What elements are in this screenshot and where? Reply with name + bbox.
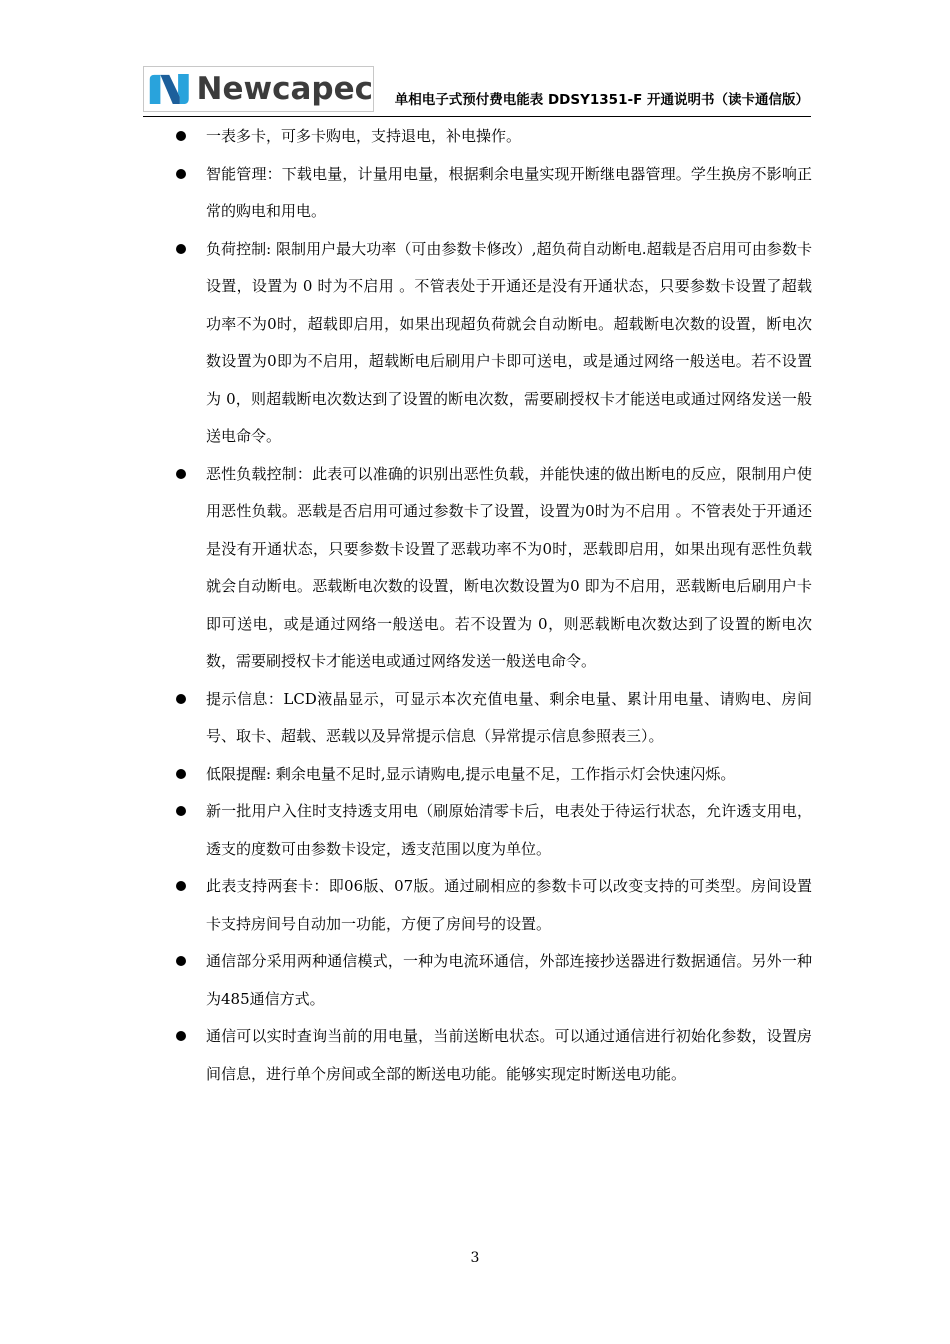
list-item-text: 提示信息：LCD液晶显示，可显示本次充值电量、剩余电量、累计用电量、请购电、房间号、取卡、超载、恶载以及异常提示信息（异常提示信息参照表三）。 xyxy=(206,689,812,745)
bullet-icon xyxy=(176,956,186,966)
page-header xyxy=(143,64,811,117)
bullet-icon xyxy=(176,169,186,179)
list-item-text: 一表多卡，可多卡购电，支持退电，补电操作。 xyxy=(206,127,522,145)
list-item-text: 此表支持两套卡：即06版、07版。通过刷相应的参数卡可以改变支持的可类型。房间设置卡支持房间号自动加一功能，方便了房间号的设置。 xyxy=(206,877,812,933)
list-item xyxy=(172,793,812,868)
bullet-icon xyxy=(176,244,186,254)
list-item-text: 智能管理：下载电量，计量用电量，根据剩余电量实现开断继电器管理。学生换房不影响正常的购电和用电。 xyxy=(206,164,812,220)
list-item xyxy=(172,156,812,231)
list-item xyxy=(172,231,812,456)
feature-list xyxy=(172,118,812,1093)
logo-text: Newcapec xyxy=(196,71,373,107)
bullet-icon xyxy=(176,881,186,891)
list-item xyxy=(172,868,812,943)
list-item-text: 负荷控制: 限制用户最大功率（可由参数卡修改）,超负荷自动断电.超载是否启用可由参数卡设置，设置为 0 时为不启用 。不管表处于开通还是没有开通状态，只要参数卡设置了超载功率不为0时，超载即启用，如果出现超负荷就会自动断电。超载断电次数的设置，断电次数设置为0即为不启用，超载断电后刷用户卡即可送电，或是通过网络一般送电。若不设置为 0，则超载断电次数达到了设置的断电次数，需要刷授权卡才能送电或通过网络发送一般送电命令。 xyxy=(206,239,812,445)
list-item-text: 低限提醒: 剩余电量不足时,显示请购电,提示电量不足，工作指示灯会快速闪烁。 xyxy=(206,764,736,783)
newcapec-logo xyxy=(143,66,374,112)
document-title: 单相电子式预付费电能表 DDSY1351-F 开通说明书（读卡通信版） xyxy=(394,92,809,108)
list-item xyxy=(172,756,812,794)
list-item xyxy=(172,1018,812,1093)
bullet-icon xyxy=(176,1031,186,1041)
newcapec-logo-mark-icon xyxy=(148,70,191,108)
list-item-text: 新一批用户入住时支持透支用电（刷原始清零卡后，电表处于待运行状态，允许透支用电，透支的度数可由参数卡设定，透支范围以度为单位。 xyxy=(206,802,812,858)
bullet-icon xyxy=(176,469,186,479)
bullet-icon xyxy=(176,694,186,704)
list-item-text: 通信部分采用两种通信模式，一种为电流环通信，外部连接抄送器进行数据通信。另外一种为485通信方式。 xyxy=(206,952,812,1008)
list-item xyxy=(172,943,812,1018)
list-item-text: 恶性负载控制：此表可以准确的识别出恶性负载，并能快速的做出断电的反应，限制用户使用恶性负载。恶载是否启用可通过参数卡了设置，设置为0时为不启用 。不管表处于开通还是没有开通状态，只要参数卡设置了恶载功率不为0时，恶载即启用，如果出现有恶性负载就会自动断电。恶载断电次数的设置，断电次数设置为0 即为不启用，恶载断电后刷用户卡即可送电，或是通过网络一般送电。若不设置为 0，则恶载断电次数达到了设置的断电次数，需要刷授权卡才能送电或通过网络发送一般送电命令。 xyxy=(206,464,812,670)
bullet-icon xyxy=(176,806,186,816)
list-item xyxy=(172,118,812,156)
list-item xyxy=(172,456,812,681)
bullet-icon xyxy=(176,769,186,779)
list-item-text: 通信可以实时查询当前的用电量，当前送断电状态。可以通过通信进行初始化参数，设置房间信息，进行单个房间或全部的断送电功能。能够实现定时断送电功能。 xyxy=(206,1027,812,1083)
page-number: 3 xyxy=(470,1250,480,1266)
list-item xyxy=(172,681,812,756)
bullet-icon xyxy=(176,131,186,141)
